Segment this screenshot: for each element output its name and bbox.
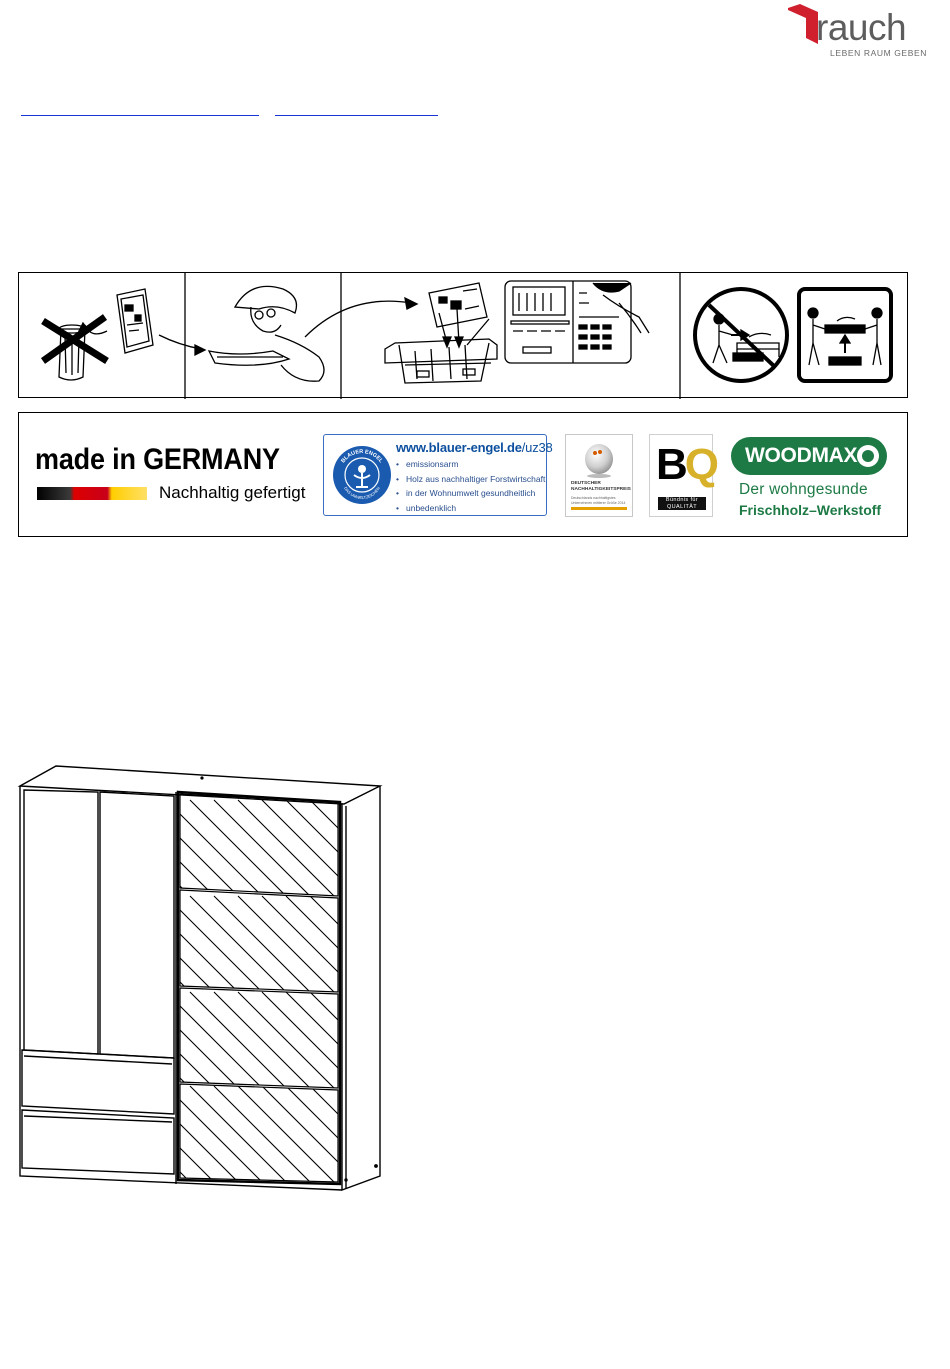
bullet-item: • unbedenklich bbox=[396, 501, 545, 516]
rauch-logo bbox=[786, 2, 927, 62]
woodmax-line1: Der wohngesunde bbox=[739, 481, 868, 498]
logo-tagline: LEBEN RAUM GEBEN bbox=[830, 48, 927, 58]
bq-caption: Bündnis für QUALITÄT bbox=[658, 497, 706, 510]
german-flag-bar-icon bbox=[37, 487, 147, 500]
award-trophy-icon bbox=[583, 441, 615, 479]
bullet-item: • emissionsarm bbox=[396, 457, 545, 472]
seal-bottom-text: DAS UMWELTZEICHEN bbox=[343, 485, 381, 501]
preis-small-text: Deutschlands nachhaltigstes Unternehmen mittlerer Größe 2014 bbox=[571, 496, 626, 505]
url-suffix: /uz38 bbox=[521, 440, 553, 455]
preis-color-bar bbox=[571, 507, 627, 510]
blauer-engel-badge bbox=[323, 434, 553, 516]
preis-title: DEUTSCHER NACHHALTIGKEITSPREIS bbox=[571, 481, 631, 492]
woodmax-leaf-icon bbox=[857, 445, 879, 467]
link-2[interactable] bbox=[275, 115, 438, 116]
logo-red-mark-icon bbox=[788, 4, 818, 44]
certifications-strip bbox=[18, 412, 908, 537]
made-in-germany-title: made in GERMANY bbox=[35, 443, 280, 476]
blauer-engel-seal-icon bbox=[332, 445, 392, 505]
nachhaltigkeitspreis-badge bbox=[565, 434, 633, 517]
bq-badge bbox=[649, 434, 717, 517]
url-bold: www.blauer-engel.de bbox=[396, 440, 522, 455]
blauer-engel-bullets bbox=[396, 457, 545, 515]
woodmax-badge bbox=[731, 433, 891, 523]
woodmax-name: WOODMAX bbox=[745, 444, 858, 467]
logo-word: rauch bbox=[816, 7, 907, 48]
carry-do-not-drag-icon bbox=[799, 289, 891, 381]
no-discard-instructions-icon bbox=[43, 289, 153, 380]
wardrobe-line-drawing bbox=[16, 760, 386, 1200]
bullet-item: • in der Wohnumwelt gesundheitlich bbox=[396, 486, 545, 501]
blauer-engel-url[interactable] bbox=[396, 440, 553, 455]
instruction-pictogram-strip bbox=[18, 272, 908, 398]
file-instructions-icon bbox=[385, 281, 649, 383]
do-not-drag-icon bbox=[695, 289, 787, 381]
seal-top-text: BLAUER ENGEL bbox=[340, 448, 384, 465]
made-in-germany-subtitle: Nachhaltig gefertigt bbox=[159, 483, 306, 502]
woodmax-line2: Frischholz–Werkstoff bbox=[739, 502, 882, 518]
bullet-item: • Holz aus nachhaltiger Forstwirtschaft bbox=[396, 472, 545, 487]
link-1[interactable] bbox=[21, 115, 259, 116]
read-instructions-icon bbox=[159, 286, 417, 381]
bq-letters: BQ bbox=[656, 440, 717, 489]
